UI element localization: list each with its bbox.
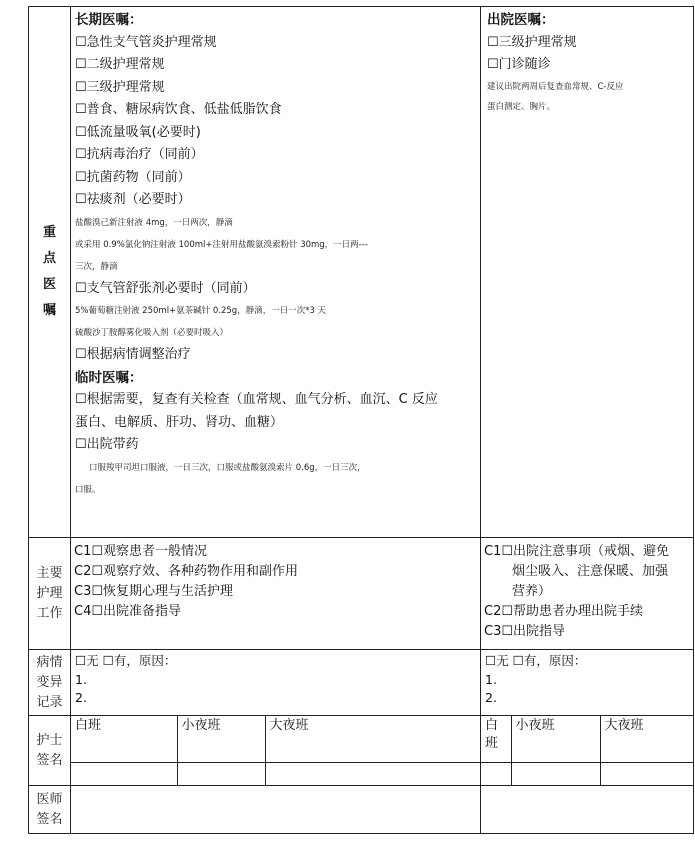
doctor-signature-slot[interactable] (481, 786, 694, 834)
discharge-orders-title: 出院医嘱： (487, 12, 555, 28)
nursing-right-cell (481, 538, 694, 650)
doctor-sign-label (29, 786, 71, 834)
key-orders-label-char: 嘱 (42, 303, 56, 318)
order-item[interactable]: ☐三级护理常规 (487, 34, 577, 50)
nursing-item-continued: 营养） (512, 584, 552, 599)
nursing-label-line: 工作 (36, 605, 63, 621)
variance-label (29, 650, 71, 716)
shift-header-night: 大夜班 (600, 716, 693, 762)
expectorant-note: 盐酸溴己新注射液 4mg，一日两次，静滴 (75, 217, 233, 228)
variance-choice[interactable]: ☐无 ☐有，原因： (485, 653, 587, 668)
bronchodilator-note: 硫酸沙丁胺醇雾化吸入剂（必要时吸入） (75, 328, 229, 338)
shift-header-evening: 小夜班 (177, 716, 265, 762)
nurse-sign-left-grid (71, 716, 480, 785)
order-item-continued: 蛋白、电解质、肝功、肾功、血糖） (75, 414, 284, 430)
bronchodilator-note: 5%葡萄糖注射液 250ml+氨茶碱针 0.25g，静滴，一日一次*3 天 (75, 306, 327, 316)
variance-reason-line[interactable]: 1. (485, 671, 497, 687)
nursing-item[interactable]: C4☐出院准备指导 (74, 604, 182, 619)
nurse-sign-right-grid (481, 716, 693, 785)
variance-left-cell (71, 650, 481, 716)
order-item[interactable]: ☐支气管舒张剂必要时（同前） (75, 280, 256, 296)
key-orders-label-char: 点 (42, 251, 56, 266)
shift-header-day: 白班 (481, 716, 511, 762)
shift-header-night: 大夜班 (265, 716, 480, 762)
key-orders-label-char: 重 (42, 225, 56, 240)
signature-slot[interactable] (600, 762, 693, 785)
nursing-item[interactable]: C3☐恢复期心理与生活护理 (74, 584, 234, 599)
nurse-sign-left-cell (71, 716, 481, 786)
variance-reason-line[interactable]: 2. (75, 690, 87, 705)
variance-reason-line[interactable]: 2. (485, 690, 497, 705)
key-orders-label-char: 医 (42, 277, 56, 292)
nursing-label (29, 538, 71, 650)
discharge-note: 蛋白测定、胸片。 (487, 101, 556, 112)
signature-slot[interactable] (511, 762, 600, 785)
order-item[interactable]: ☐出院带药 (75, 437, 139, 452)
clinical-pathway-form (28, 6, 693, 834)
nurse-sign-label-line: 签名 (36, 752, 63, 768)
variance-label-line: 病情 (36, 654, 63, 670)
nurse-sign-right-cell (481, 716, 694, 786)
nursing-label-line: 护理 (36, 585, 63, 601)
order-item[interactable]: ☐抗菌药物（同前） (75, 169, 191, 185)
doctor-signature-slot[interactable] (71, 786, 481, 834)
signature-slot[interactable] (481, 762, 511, 785)
temporary-orders-title: 临时医嘱： (75, 369, 143, 386)
discharge-meds-note: 口服羧甲司坦口服液，一日三次，口服或盐酸氨溴索片 0.6g，一日三次， (89, 462, 366, 473)
order-item[interactable]: ☐三级护理常规 (75, 79, 165, 95)
signature-slot[interactable] (71, 762, 177, 785)
nurse-sign-label (29, 716, 71, 786)
nursing-label-line: 主要 (36, 565, 63, 581)
nursing-left-cell (71, 538, 481, 650)
key-orders-left-cell (71, 7, 481, 538)
order-item[interactable]: ☐普食、糖尿病饮食、低盐低脂饮食 (75, 102, 282, 117)
pathway-table (28, 6, 694, 834)
discharge-orders-cell (481, 7, 694, 538)
nurse-sign-label-line: 护士 (36, 732, 63, 748)
order-item[interactable]: ☐根据病情调整治疗 (75, 347, 191, 362)
signature-slot[interactable] (265, 762, 480, 785)
signature-slot[interactable] (177, 762, 265, 785)
order-item[interactable]: ☐祛痰剂（必要时） (75, 192, 191, 207)
discharge-note: 建议出院两周后复查血常规、C-反应 (487, 81, 624, 92)
variance-label-line: 记录 (36, 694, 63, 710)
nursing-item[interactable]: C1☐出院注意事项（戒烟、避免 (484, 544, 670, 559)
order-item[interactable]: ☐抗病毒治疗（同前） (75, 147, 204, 162)
nursing-item[interactable]: C2☐帮助患者办理出院手续 (484, 604, 644, 619)
variance-reason-line[interactable]: 1. (75, 671, 87, 687)
nursing-item[interactable]: C1☐观察患者一般情况 (74, 544, 208, 559)
expectorant-note: 或采用 0.9%氯化钠注射液 100ml+注射用盐酸氨溴索粉针 30mg，一日两--- (75, 239, 368, 250)
doctor-sign-label-line: 签名 (36, 811, 63, 827)
variance-label-line: 变异 (36, 674, 63, 690)
discharge-meds-note: 口服。 (75, 484, 101, 495)
order-item[interactable]: ☐门诊随诊 (487, 57, 551, 72)
shift-header-day: 白班 (71, 716, 177, 762)
variance-choice[interactable]: ☐无 ☐有，原因： (75, 653, 177, 668)
order-item[interactable]: ☐低流量吸氧(必要时) (75, 124, 201, 140)
shift-header-evening: 小夜班 (511, 716, 600, 762)
long-term-orders-title: 长期医嘱： (75, 12, 143, 28)
nursing-item-continued: 烟尘吸入、注意保暖、加强 (512, 564, 669, 579)
variance-right-cell (481, 650, 694, 716)
nursing-item[interactable]: C2☐观察疗效、各种药物作用和副作用 (74, 564, 299, 579)
order-item[interactable]: ☐二级护理常规 (75, 57, 165, 72)
order-item[interactable]: ☐急性支气管炎护理常规 (75, 34, 217, 50)
key-orders-label (29, 7, 71, 538)
nursing-item[interactable]: C3☐出院指导 (484, 624, 566, 639)
doctor-sign-label-line: 医师 (36, 791, 63, 807)
order-item[interactable]: ☐根据需要，复查有关检查（血常规、血气分析、血沉、C 反应 (75, 392, 438, 407)
expectorant-note: 三次，静滴 (75, 261, 118, 272)
